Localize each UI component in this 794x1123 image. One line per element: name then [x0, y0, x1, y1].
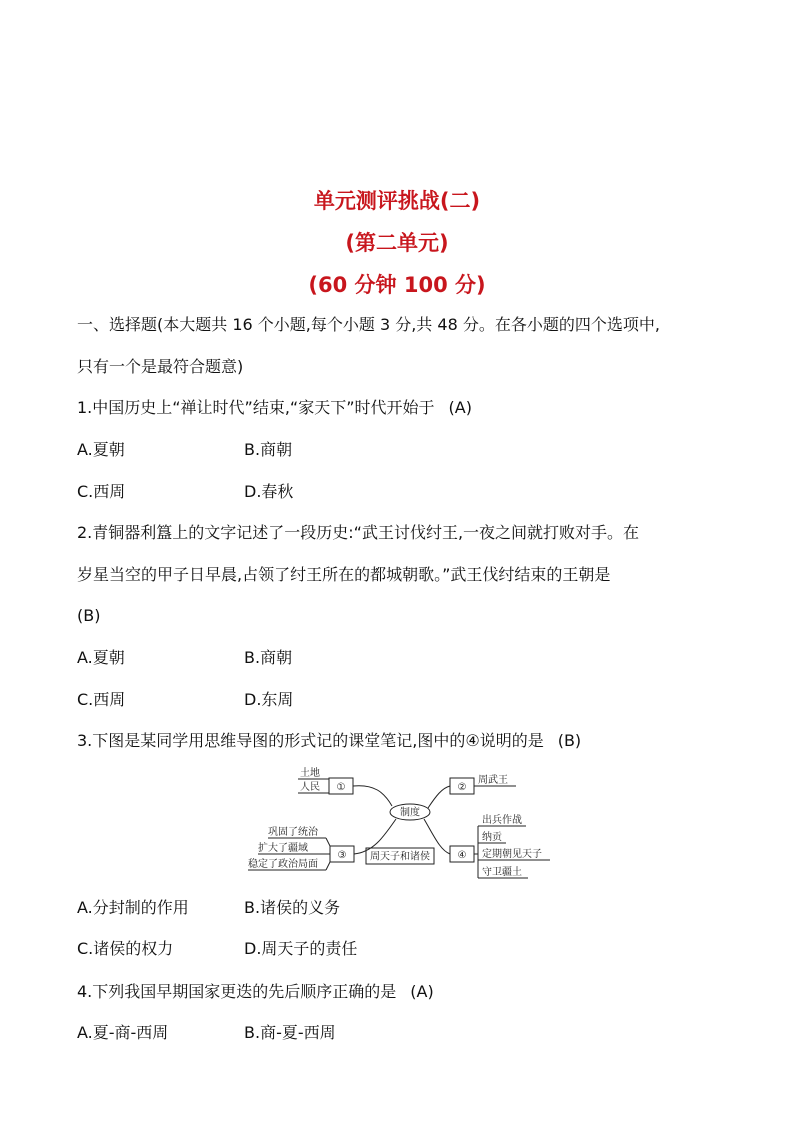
question-2-option-c: C.西周 — [77, 690, 126, 709]
question-2-option-d: D.东周 — [244, 690, 294, 709]
question-2-stem-line2: 岁星当空的甲子日早晨,占领了纣王所在的都城朝歌。”武王伐纣结束的王朝是 — [77, 565, 611, 584]
section-instructions-line1: 一、选择题(本大题共 16 个小题,每个小题 3 分,共 48 分。在各小题的四个选项中, — [77, 315, 660, 334]
mind-map-node-1-label: ① — [336, 782, 346, 793]
question-1-text: 1.中国历史上“禅让时代”结束,“家天下”时代开始于 — [77, 398, 435, 417]
question-4-stem — [77, 981, 434, 1003]
mind-map-diagram — [244, 764, 554, 886]
section-instructions-line2: 只有一个是最符合题意) — [77, 357, 244, 376]
question-3-answer: (B) — [557, 731, 582, 750]
question-3-option-a: A.分封制的作用 — [77, 898, 189, 917]
mind-map-connector — [428, 786, 450, 808]
mind-map-node-2-item: 周武王 — [478, 775, 508, 786]
question-1-option-a: A.夏朝 — [77, 440, 125, 459]
question-3-option-b: B.诸侯的义务 — [244, 898, 341, 917]
mind-map-node-4-label: ④ — [457, 850, 467, 861]
mind-map-node-4-item-4: 守卫疆土 — [482, 867, 522, 878]
mind-map-node-1-item-1: 土地 — [300, 768, 320, 779]
question-1-option-d: D.春秋 — [244, 482, 294, 501]
question-1-answer: (A) — [448, 398, 472, 417]
mind-map-node-2-label: ② — [457, 782, 467, 793]
mind-map-connector — [353, 786, 392, 806]
question-3-stem — [77, 730, 581, 752]
question-2-option-b: B.商朝 — [244, 648, 293, 667]
mind-map-node-3-label: ③ — [337, 850, 347, 861]
page-title: 单元测评挑战(二) — [313, 189, 481, 213]
mind-map-node-4-item-2: 纳贡 — [482, 832, 502, 843]
mind-map-connector — [354, 819, 396, 854]
question-2-option-a: A.夏朝 — [77, 648, 125, 667]
question-2-answer: (B) — [77, 606, 101, 625]
mind-map-node-4-item-1: 出兵作战 — [482, 815, 522, 826]
mind-map-connector — [424, 819, 450, 854]
question-4-text: 4.下列我国早期国家更迭的先后顺序正确的是 — [77, 982, 397, 1001]
page-subtitle: (第二单元) — [345, 231, 449, 255]
question-1-stem — [77, 397, 472, 419]
mind-map-node-3-item-2: 扩大了疆域 — [258, 843, 308, 854]
mind-map-link-label: 周天子和诸侯 — [370, 851, 430, 863]
time-score: (60 分钟 100 分) — [308, 273, 486, 297]
question-1-option-b: B.商朝 — [244, 440, 293, 459]
question-4-option-a: A.夏-商-西周 — [77, 1023, 169, 1042]
question-3-text: 3.下图是某同学用思维导图的形式记的课堂笔记,图中的④说明的是 — [77, 731, 544, 750]
question-3-option-c: C.诸侯的权力 — [77, 939, 174, 958]
question-4-answer: (A) — [410, 982, 434, 1001]
question-4-option-b: B.商-夏-西周 — [244, 1023, 336, 1042]
question-2-stem-line1: 2.青铜器利簋上的文字记述了一段历史:“武王讨伐纣王,一夜之间就打败对手。在 — [77, 523, 640, 542]
mind-map-node-3-item-1: 巩固了统治 — [268, 827, 318, 838]
mind-map-center-label: 制度 — [400, 807, 420, 819]
mind-map-node-4-item-3: 定期朝见天子 — [482, 849, 542, 860]
question-1-option-c: C.西周 — [77, 482, 126, 501]
mind-map-node-3-item-3: 稳定了政治局面 — [248, 859, 318, 870]
question-3-option-d: D.周天子的责任 — [244, 939, 358, 958]
mind-map-connector — [474, 826, 478, 878]
mind-map-node-1-item-2: 人民 — [300, 782, 320, 793]
